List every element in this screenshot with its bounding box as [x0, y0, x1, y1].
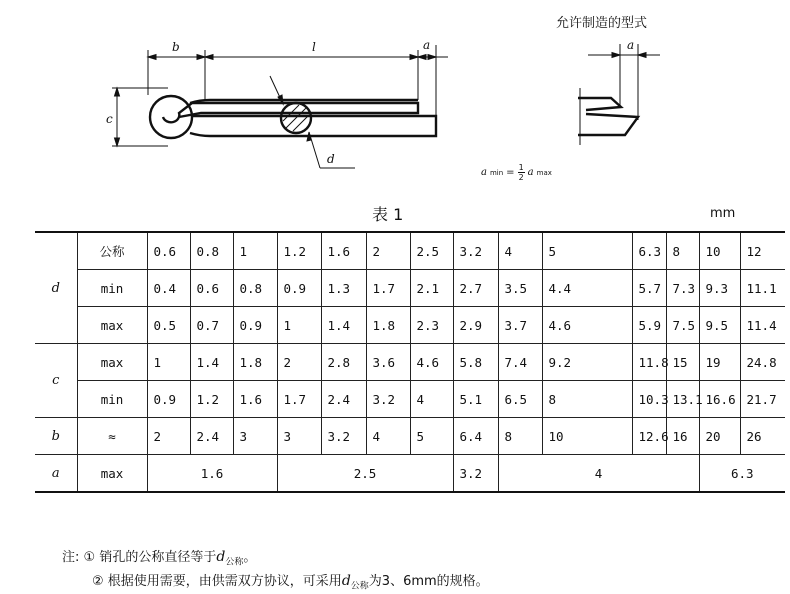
- table-cell: 3: [277, 418, 321, 455]
- detail-lower-leg: [578, 114, 638, 135]
- table-cell: 1.8: [366, 307, 410, 344]
- table-cell: 4: [410, 381, 453, 418]
- arrow: [612, 53, 620, 58]
- table-cell: 21.7: [740, 381, 785, 418]
- table-cell: 2.1: [410, 270, 453, 307]
- row-symbol-cell: c: [35, 344, 77, 418]
- table-cell: 2.8: [321, 344, 366, 381]
- table-cell: 9.2: [542, 344, 632, 381]
- formula-num: 1: [518, 163, 524, 172]
- table-cell: 15: [666, 344, 699, 381]
- note-1-text: 销孔的公称直径等于: [99, 550, 217, 565]
- table-cell: 4: [366, 418, 410, 455]
- table-cell: 2.4: [190, 418, 233, 455]
- table-row: [35, 418, 785, 455]
- table-cell: 2: [147, 418, 190, 455]
- row-subheader-cell: min: [77, 270, 147, 307]
- table-cell: 0.6: [190, 270, 233, 307]
- row-subheader-cell: max: [77, 307, 147, 344]
- pin-bottom-edge: [190, 116, 436, 136]
- table-cell: 6.5: [498, 381, 542, 418]
- arrow: [428, 55, 436, 60]
- table-cell: 1: [233, 232, 277, 270]
- detail-dim-label-a: a: [627, 38, 635, 52]
- table-row: [35, 307, 785, 344]
- formula: [481, 163, 552, 182]
- dim-label-c: c: [106, 112, 113, 126]
- table-cell: 2.9: [453, 307, 498, 344]
- table-row: [35, 381, 785, 418]
- table-cell: 20: [699, 418, 740, 455]
- table-cell: 12.6: [632, 418, 666, 455]
- formula-lhs-sub: min: [489, 168, 504, 177]
- table-cell: 1.6: [147, 455, 277, 493]
- table-cell: 4: [498, 455, 699, 493]
- table-cell: 3.6: [366, 344, 410, 381]
- formula-lhs: a: [481, 167, 487, 178]
- table-cell: 1.4: [190, 344, 233, 381]
- table-cell: 3.7: [498, 307, 542, 344]
- table-cell: 3.2: [321, 418, 366, 455]
- table-cell: 2.7: [453, 270, 498, 307]
- table-cell: 3.2: [366, 381, 410, 418]
- dim-label-b: b: [172, 40, 180, 54]
- table-cell: 0.9: [147, 381, 190, 418]
- allowed-type-title: 允许制造的型式: [556, 16, 648, 31]
- table-row: [35, 232, 785, 270]
- note-1-num: ①: [83, 550, 96, 565]
- table-row: [35, 270, 785, 307]
- pin-eye-inner: [163, 103, 418, 122]
- table-cell: 0.4: [147, 270, 190, 307]
- row-subheader-cell: 公称: [77, 232, 147, 270]
- formula-den: 2: [518, 173, 524, 182]
- table-cell: 26: [740, 418, 785, 455]
- note-1-sym: d: [216, 549, 226, 565]
- table-cell: 11.8: [632, 344, 666, 381]
- arrow: [418, 55, 426, 60]
- arrow: [115, 88, 120, 96]
- note-2-sym: d: [341, 573, 351, 589]
- table-row: [35, 344, 785, 381]
- table-cell: 1.6: [233, 381, 277, 418]
- table-cell: 5.1: [453, 381, 498, 418]
- table-cell: 6.3: [699, 455, 785, 493]
- dim-label-l: l: [312, 40, 316, 54]
- row-symbol-cell: d: [35, 232, 77, 344]
- table-cell: 4.6: [410, 344, 453, 381]
- note-prefix: 注:: [62, 550, 80, 565]
- table-cell: 6.3: [632, 232, 666, 270]
- table-cell: 1: [147, 344, 190, 381]
- table-cell: 9.3: [699, 270, 740, 307]
- table-cell: 2: [366, 232, 410, 270]
- table-body: [35, 232, 785, 492]
- table-cell: 7.3: [666, 270, 699, 307]
- table-cell: 7.5: [666, 307, 699, 344]
- table-cell: 1: [277, 307, 321, 344]
- table-cell: 11.4: [740, 307, 785, 344]
- table-cell: 1.3: [321, 270, 366, 307]
- table-cell: 3.2: [453, 232, 498, 270]
- table-cell: 5.7: [632, 270, 666, 307]
- note-2-num: ②: [92, 574, 104, 589]
- formula-equals: =: [506, 167, 515, 178]
- table-cell: 1.8: [233, 344, 277, 381]
- row-symbol-cell: a: [35, 455, 77, 493]
- table-cell: 2.4: [321, 381, 366, 418]
- note-1-end: 。: [243, 550, 257, 565]
- note-2-text: 根据使用需要，由供需双方协议，可采用: [107, 574, 342, 589]
- row-subheader-cell: max: [77, 455, 147, 493]
- table-cell: 24.8: [740, 344, 785, 381]
- note-2-sub: 公称: [350, 581, 369, 592]
- arrow: [205, 55, 213, 60]
- dim-label-d: d: [327, 152, 335, 166]
- table-cell: 1.2: [190, 381, 233, 418]
- table-row: [35, 455, 785, 493]
- note-2-end: 为3、6mm的规格。: [368, 574, 489, 589]
- note-1: [62, 546, 256, 568]
- arrow: [307, 132, 311, 141]
- table-cell: 0.9: [233, 307, 277, 344]
- table-cell: 8: [666, 232, 699, 270]
- table-cell: 4.6: [542, 307, 632, 344]
- spec-table: [35, 231, 785, 493]
- table-cell: 5: [410, 418, 453, 455]
- note-2: [92, 570, 489, 592]
- table-cell: 0.9: [277, 270, 321, 307]
- table-cell: 8: [498, 418, 542, 455]
- table-unit: mm: [710, 206, 736, 221]
- row-symbol-cell: b: [35, 418, 77, 455]
- table-cell: 1.7: [366, 270, 410, 307]
- table-cell: 10.3: [632, 381, 666, 418]
- table-cell: 2.3: [410, 307, 453, 344]
- table-cell: 2: [277, 344, 321, 381]
- table-cell: 11.1: [740, 270, 785, 307]
- table-cell: 2.5: [410, 232, 453, 270]
- table-cell: 0.5: [147, 307, 190, 344]
- table-cell: 8: [542, 381, 632, 418]
- table-cell: 7.4: [498, 344, 542, 381]
- table-cell: 6.4: [453, 418, 498, 455]
- formula-fraction: [518, 163, 525, 182]
- table-cell: 1.6: [321, 232, 366, 270]
- row-subheader-cell: min: [77, 381, 147, 418]
- table-cell: 16: [666, 418, 699, 455]
- hatch: [286, 108, 306, 128]
- cotter-pin-drawing: [0, 0, 790, 200]
- table-cell: 4.4: [542, 270, 632, 307]
- table-cell: 19: [699, 344, 740, 381]
- table-cell: 12: [740, 232, 785, 270]
- table-cell: 9.5: [699, 307, 740, 344]
- table-cell: 13.1: [666, 381, 699, 418]
- table-cell: 10: [699, 232, 740, 270]
- table-cell: 5: [542, 232, 632, 270]
- table-cell: 2.5: [277, 455, 453, 493]
- table-cell: 5.8: [453, 344, 498, 381]
- table-cell: 5.9: [632, 307, 666, 344]
- table-cell: 3: [233, 418, 277, 455]
- table-cell: 3.5: [498, 270, 542, 307]
- dim-label-a: a: [423, 38, 431, 52]
- formula-rhs-sub: max: [536, 168, 552, 177]
- arrow: [115, 138, 120, 146]
- table-cell: 1.7: [277, 381, 321, 418]
- table-cell: 0.7: [190, 307, 233, 344]
- row-subheader-cell: max: [77, 344, 147, 381]
- table-cell: 1.2: [277, 232, 321, 270]
- table-cell: 0.8: [233, 270, 277, 307]
- table-cell: 0.6: [147, 232, 190, 270]
- table-cell: 4: [498, 232, 542, 270]
- table-cell: 1.4: [321, 307, 366, 344]
- drawing-svg: [0, 0, 790, 200]
- row-subheader-cell: ≈: [77, 418, 147, 455]
- formula-rhs: a: [527, 167, 534, 178]
- table-cell: 3.2: [453, 455, 498, 493]
- table-cell: 0.8: [190, 232, 233, 270]
- table-cell: 16.6: [699, 381, 740, 418]
- note-1-sub: 公称: [225, 557, 244, 568]
- table-title: 表 1: [372, 205, 404, 224]
- arrow: [638, 53, 646, 58]
- detail-upper-leg: [578, 98, 621, 110]
- table-cell: 10: [542, 418, 632, 455]
- arrow: [148, 55, 156, 60]
